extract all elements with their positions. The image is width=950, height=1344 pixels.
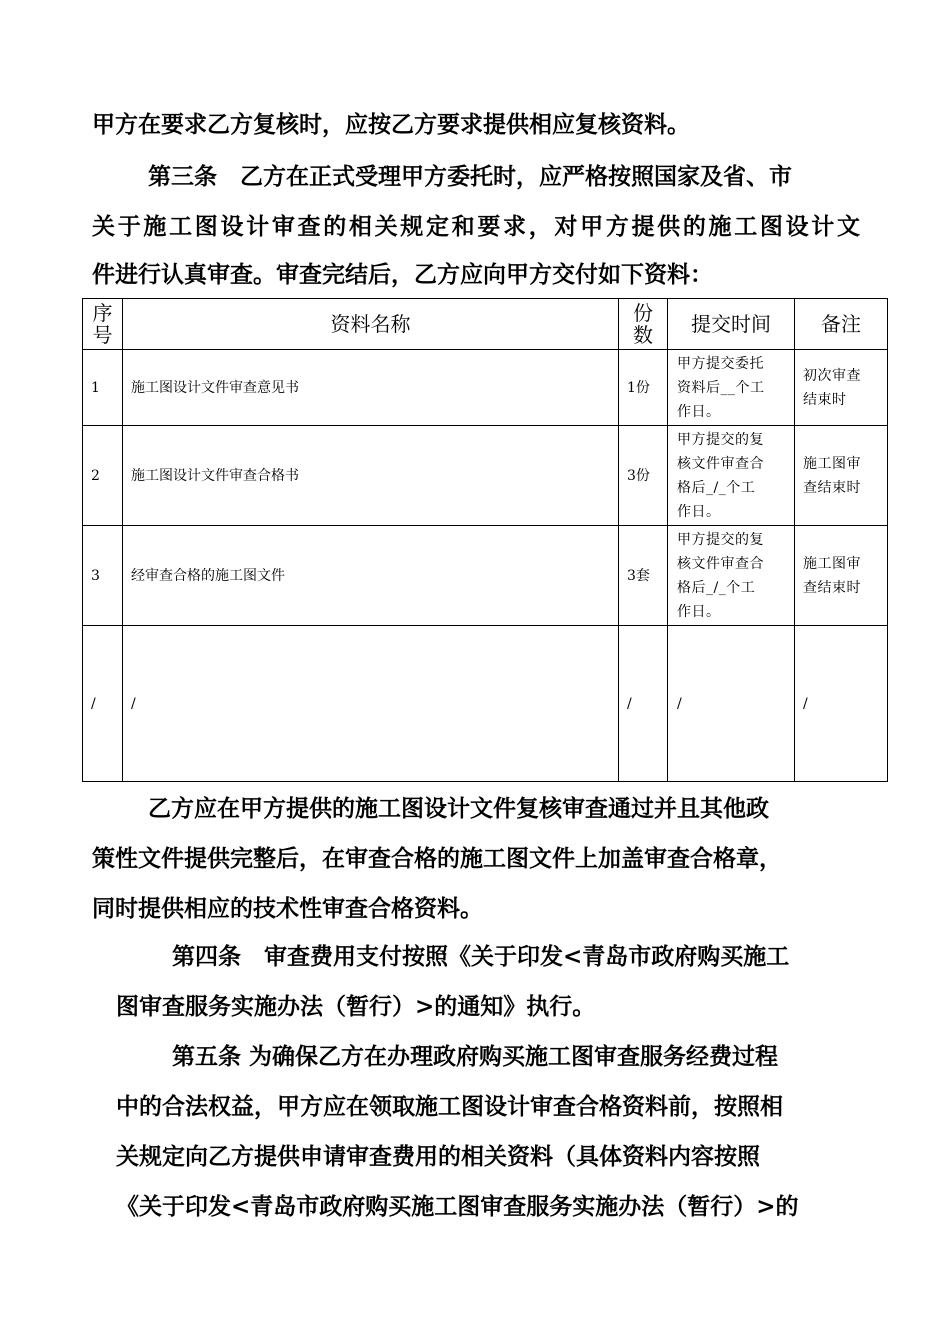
- cell-time: 甲方提交的复 核文件审查合 格后_/_个工 作日。: [668, 426, 795, 526]
- paragraph-line: 同时提供相应的技术性审查合格资料。: [92, 895, 483, 922]
- table-header-row: [83, 299, 888, 350]
- table-row: [83, 526, 888, 626]
- paragraph-line: 《关于印发<青岛市政府购买施工图审查服务实施办法（暂行）>的: [116, 1193, 799, 1220]
- cell-name: /: [123, 626, 619, 782]
- paragraph-line: 关于施工图设计审查的相关规定和要求，对甲方提供的施工图设计文: [92, 213, 860, 240]
- column-header-number: 序 号: [83, 299, 123, 350]
- cell-number: 2: [83, 426, 123, 526]
- column-header-time: 提交时间: [668, 299, 795, 350]
- cell-number: /: [83, 626, 123, 782]
- paragraph-line: 策性文件提供完整后，在审查合格的施工图文件上加盖审查合格章，: [92, 845, 782, 872]
- cell-note: /: [795, 626, 888, 782]
- cell-time: 甲方提交的复 核文件审查合 格后_/_个工 作日。: [668, 526, 795, 626]
- cell-count: 3份: [619, 426, 668, 526]
- cell-count: 3套: [619, 526, 668, 626]
- paragraph-line: 关规定向乙方提供申请审查费用的相关资料（具体资料内容按照: [116, 1143, 760, 1170]
- column-header-note: 备注: [795, 299, 888, 350]
- cell-name: 施工图设计文件审查意见书: [123, 350, 619, 426]
- cell-time: /: [668, 626, 795, 782]
- cell-number: 3: [83, 526, 123, 626]
- article-5-heading-line: 第五条 为确保乙方在办理政府购买施工图审查服务经费过程: [172, 1043, 779, 1070]
- paragraph-line: 中的合法权益，甲方应在领取施工图设计审查合格资料前，按照相: [116, 1093, 783, 1120]
- cell-note: 初次审查 结束时: [795, 350, 888, 426]
- paragraph-line: 图审查服务实施办法（暂行）>的通知》执行。: [116, 993, 596, 1020]
- cell-count: /: [619, 626, 668, 782]
- cell-note: 施工图审 查结束时: [795, 426, 888, 526]
- table-row: [83, 626, 888, 782]
- cell-note: 施工图审 查结束时: [795, 526, 888, 626]
- paragraph-line: 件进行认真审查。审查完结后，乙方应向甲方交付如下资料：: [92, 261, 713, 288]
- column-header-name: 资料名称: [123, 299, 619, 350]
- deliverables-table: [82, 298, 888, 782]
- article-3-heading-line: 第三条 乙方在正式受理甲方委托时，应严格按照国家及省、市: [148, 163, 792, 190]
- cell-name: 经审查合格的施工图文件: [123, 526, 619, 626]
- paragraph-line: 乙方应在甲方提供的施工图设计文件复核审查通过并且其他政: [148, 795, 769, 822]
- column-header-count: 份 数: [619, 299, 668, 350]
- table-row: [83, 426, 888, 526]
- paragraph-line: 甲方在要求乙方复核时，应按乙方要求提供相应复核资料。: [92, 111, 690, 138]
- table-row: [83, 350, 888, 426]
- cell-number: 1: [83, 350, 123, 426]
- cell-time: 甲方提交委托 资料后__个工 作日。: [668, 350, 795, 426]
- cell-count: 1份: [619, 350, 668, 426]
- cell-name: 施工图设计文件审查合格书: [123, 426, 619, 526]
- article-4-heading-line: 第四条 审查费用支付按照《关于印发<青岛市政府购买施工: [172, 943, 790, 970]
